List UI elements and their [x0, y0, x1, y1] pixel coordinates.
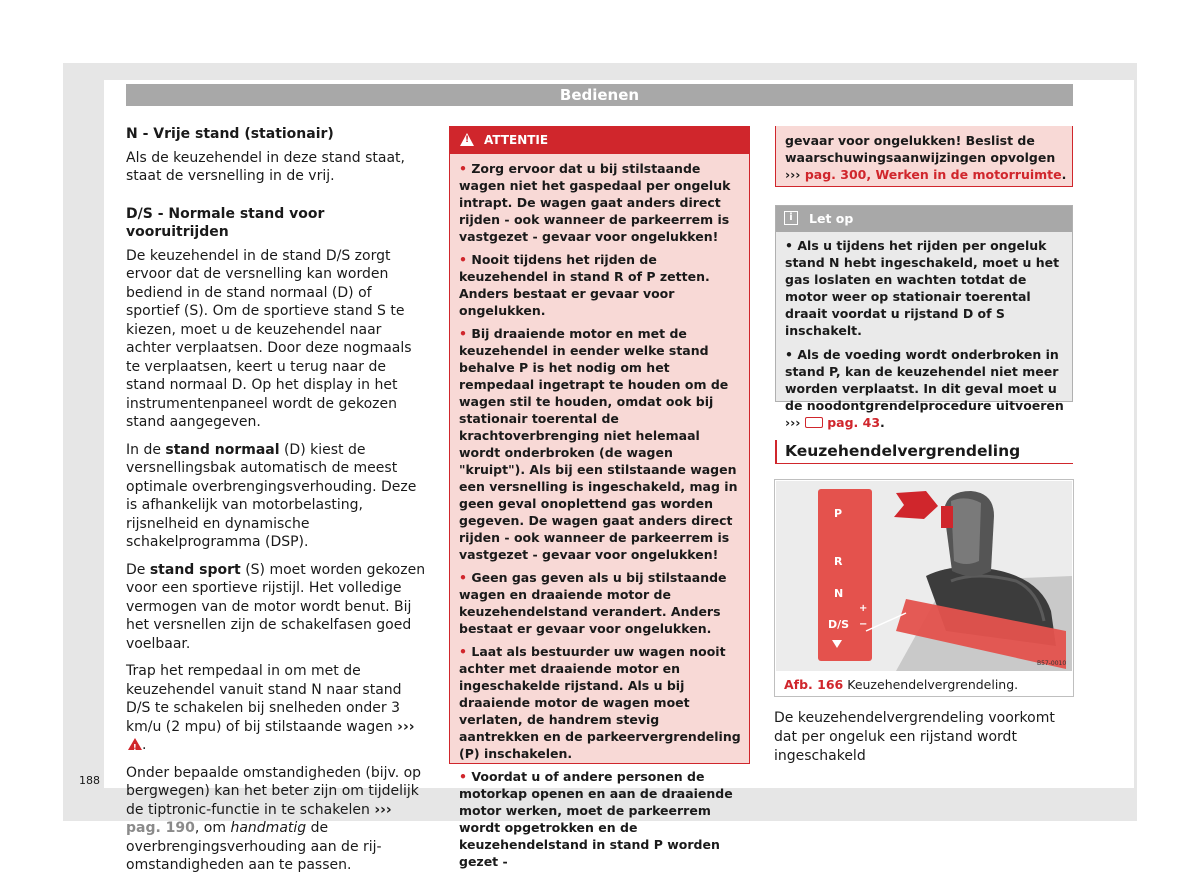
warning-item: • Zorg ervoor dat u bij stilstaande wagen niet het gaspedaal per ongeluk intrapt. De wagen gaat anders direct rijden - ook wanneer de parkeerrem is vastgezet - gevaar voor ongelukken! — [459, 161, 731, 244]
warning-item: • Geen gas geven als u bij stilstaande wagen en draaiende motor de keuzehendelstand verandert. Anders bestaat er gevaar voor ongelukken. — [459, 570, 727, 636]
gear-minus: − — [859, 619, 868, 630]
section-header-bar — [126, 84, 1073, 106]
section-header-title: Bedienen — [559, 86, 640, 104]
paragraph-tiptronic: Onder bepaalde omstandigheden (bijv. op bergwegen) kan het beter zijn om tijdelijk de tiptronic-functie in te schakelen ››› pag. 190, om handmatig de overbrengingsverhouding aan de rij-omstandigheden aan te passen. — [126, 764, 422, 873]
column-1 — [126, 125, 426, 884]
warning-triangle-icon — [460, 133, 474, 146]
gear-label-r: R — [834, 555, 843, 568]
warning-box — [449, 126, 750, 869]
info-icon: i — [784, 211, 798, 225]
warning-item: • Bij draaiende motor en met de keuzehendel in eender welke stand behalve P is het nodig om het rempedaal ingetrapt te houden om de wagen stil te houden, omdat ook bij stationair toerental de krachtoverbrenging niet helemaal wordt onderbroken (de wagen "kruipt"). Als bij een stilstaande wagen een versnelling is ingeschakeld, mag in geen geval onoplettend gas worden gegeven. De wagen gaat anders direct rijden - ook wanneer de parkeerrem is vastgezet - gevaar voor ongelukken! — [459, 326, 738, 562]
figure-code: B57-0010 — [1037, 660, 1067, 667]
warning-item: • Nooit tijdens het rijden de keuzehendel in stand R of P zetten. Anders bestaat er gevaar voor ongelukken. — [459, 252, 710, 318]
note-box — [775, 205, 1073, 430]
gear-triangle-down — [832, 640, 842, 648]
page-number: 188 — [79, 774, 100, 787]
gear-plus: + — [859, 603, 868, 614]
paragraph-drive-sport: De keuzehendel in de stand D/S zorgt ervoor dat de versnelling kan worden bediend in de stand normaal (D) of sportief (S). Om de sportieve stand S te kiezen, moet u de keuzehendel naar achter verplaatsen. Door deze nogmaals te verplaatsen, keert u terug naar de stand normaal D. Op het display in het instrumentenpaneel wordt de gekozen stand aangegeven. — [126, 247, 412, 430]
link-page-43[interactable]: pag. 43 — [827, 415, 881, 430]
warning-body — [459, 160, 742, 876]
gear-lever-illustration — [776, 481, 1072, 671]
book-icon — [805, 417, 823, 428]
warning-continuation-text: gevaar voor ongelukken! Beslist de waarschuwingsaanwijzingen opvolgen ››› pag. 300, Werken in de motorruimte. — [785, 133, 1067, 182]
note-body — [785, 237, 1067, 438]
link-page-190[interactable]: pag. 190 — [126, 820, 195, 836]
gear-label-ds: D/S — [828, 618, 850, 631]
gear-label-n: N — [834, 587, 844, 600]
warning-item: • Laat als bestuurder uw wagen nooit achter met draaiende motor en ingeschakelde rijstand. Als u bij draaiende motor de wagen moet verlaten, de handrem stevig aantrekken en de parkeervergrendeling (P) inschakelen. — [459, 644, 741, 761]
warning-title: ATTENTIE — [484, 133, 549, 147]
warning-item: • Voordat u of andere personen de motorkap openen en aan de draaiende motor werken, moet de parkeerrem wordt opgetrokken en de keuzehendelstand in stand P worden gezet - — [459, 769, 733, 869]
figure-caption: Afb. 166 Keuzehendelvergrendeling. — [784, 677, 1019, 692]
paragraph-sport-mode: De stand sport (S) moet worden gekozen voor een sportieve rijstijl. Het volledige vermogen van de motor wordt benut. Bij het versnellen zijn de schakelfasen goed voelbaar. — [126, 561, 426, 652]
heading-drive-sport: D/S - Normale stand voor vooruitrijden — [126, 205, 325, 240]
warning-triangle-icon[interactable] — [128, 738, 142, 750]
section-title: Keuzehendelvergrendeling — [775, 440, 1073, 464]
note-title: Let op — [809, 211, 854, 226]
note-item: • Als de voeding wordt onderbroken in stand P, kan de keuzehendel niet meer worden verplaatst. In dit geval moet u de noodontgrendelprocedure uitvoeren ››› pag. 43. — [785, 347, 1064, 430]
figure-166 — [774, 479, 1074, 697]
note-item: • Als u tijdens het rijden per ongeluk stand N hebt ingeschakeld, moet u het gas loslaten en wachten totdat de motor weer op stationair toerental draait voordat u rijstand D of S inschakelt. — [785, 238, 1060, 338]
note-header — [776, 206, 1072, 232]
paragraph-normal-mode: In de stand normaal (D) kiest de versnellingsbak automatisch de meest optimale overbrengingsverhouding. Deze is afhankelijk van motorbelasting, rijsnelheid en dynamische schakelprogramma (DSP). — [126, 441, 417, 550]
link-page-300[interactable]: pag. 300, Werken in de motorruimte — [804, 167, 1062, 182]
paragraph-selector-lock: De keuzehendelvergrendeling voorkomt dat per ongeluk een rijstand wordt ingeschakeld — [774, 710, 1055, 764]
heading-neutral: N - Vrije stand (stationair) — [126, 126, 334, 142]
warning-header — [450, 127, 749, 154]
paragraph-brake-pedal: Trap het rempedaal in om met de keuzehendel vanuit stand N naar stand D/S te schakelen bij snelheden onder 3 km/u (2 mpu) of bij stilstaande wagen ››› !. — [126, 662, 426, 755]
gear-label-p: P — [834, 507, 843, 520]
warning-continuation-box — [775, 126, 1073, 187]
paragraph-neutral: Als de keuzehendel in deze stand staat, staat de versnelling in de vrij. — [126, 149, 405, 184]
